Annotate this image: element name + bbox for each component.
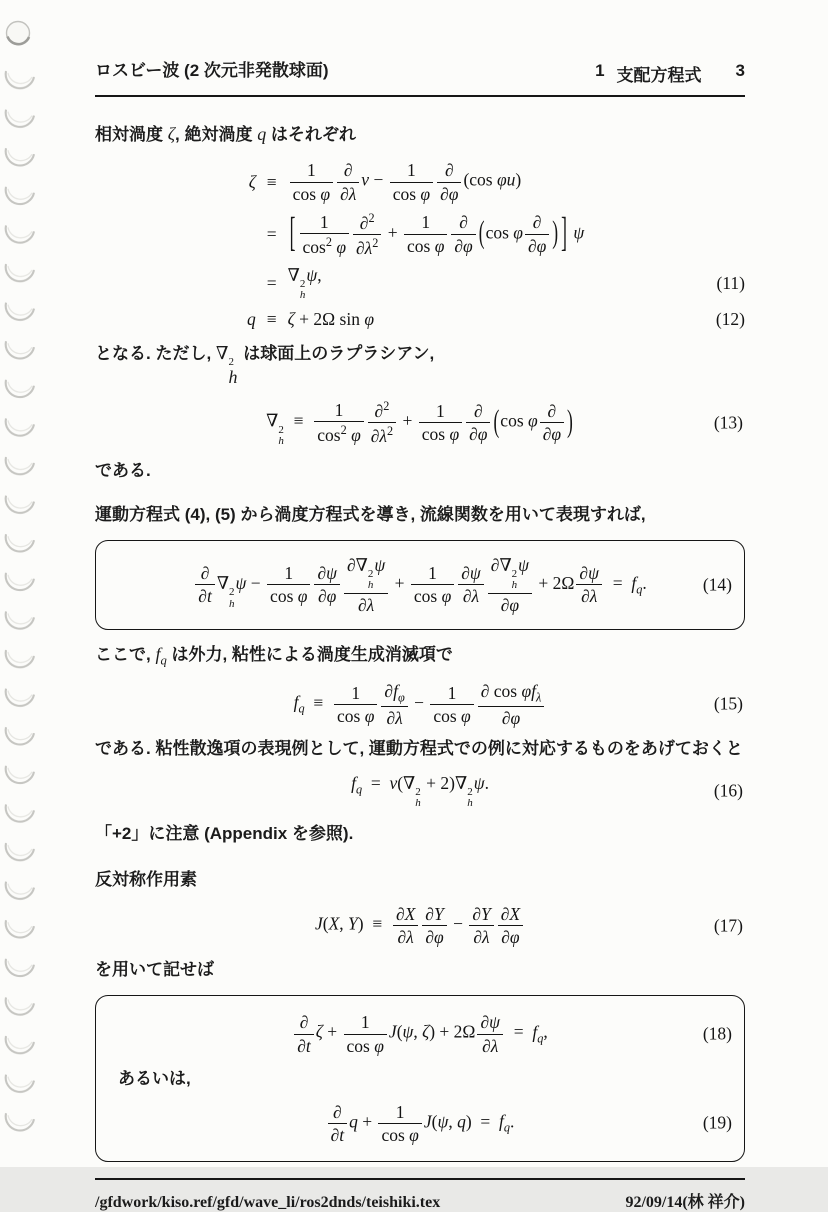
equation-16 [95, 773, 745, 810]
eq11-line3-rel: = [266, 272, 277, 293]
header-section-title: 支配方程式 [616, 66, 702, 85]
vorticity-equation-intro-text: 運動方程式 (4), (5) から渦度方程式を導き, 流線関数を用いて表現すれば, [95, 504, 646, 524]
eq11-line3-rhs: ∇ 2 h ψ, [287, 264, 322, 302]
equation-box-18-19 [95, 995, 745, 1162]
header-right [595, 61, 745, 86]
equation-17-body: J(X, Y) ≡ $\frac{\partial X}{\partial\lambda}$ $\frac{\partial Y}{\partial\varphi}$ − $\frac{\partial Y}{\partial\lambda}$ $\frac{\partial X}{\partial\varphi}$ [95, 904, 745, 947]
footer-file-path: /gfdwork/kiso.ref/gfd/wave_li/ros2dnds/teishiki.tex [95, 1194, 441, 1212]
equation-15-body: $f_q$ ≡ $\frac{1}{\text{cos φ}}$ $\frac{\partial f_\varphi}{\partial\lambda}$ − $\frac{1}{\text{cos φ}}$ ∂ $\cos \varphi f_\lambda$ ∂φ [95, 681, 745, 728]
eq12-rel: ≡ [266, 308, 277, 329]
binder-hole-top [7, 22, 30, 45]
eq12-lhs: q [247, 308, 256, 329]
equation-11-number: (11) [716, 272, 745, 293]
equation-18 [106, 1012, 734, 1055]
equation-16-body: $f_q$ = ν(∇ 2 h + 2)∇ 2 h ψ. [351, 772, 489, 810]
equation-19 [106, 1102, 734, 1145]
equation-14-body: ∂ ∂t ∇ 2 h ψ − $\frac{1}{\text{cos φ}}$ $\frac{\partial\psi}{\partial\varphi}$ ∂∇ 2 h ψ ∂λ + $\frac{1}{\text{cos φ}}$ $\frac{\partial\psi}{\partial\lambda}$ ∂∇ 2 h ψ ∂φ + 2Ω $\frac{\partial\psi}{\partial\lambda}$ = $f_q$. [106, 555, 734, 615]
eq11-line1-rel: ≡ [266, 171, 277, 192]
equation-18-number: (18) [702, 1023, 732, 1044]
viscous-dissipation-text: である. 粘性散逸項の表現例として, 運動方程式での例に対応するものをあげておくと [95, 738, 743, 758]
eq11-line1-rhs: $\frac{1}{\text{cos φ}}$ ∂ ∂λ v − $\frac{1}{\text{cos φ}}$ ∂ ∂φ (cos φu) [288, 160, 522, 203]
eq11-line2-rel: = [266, 223, 277, 244]
using-jacobian-text: を用いて記せば [95, 960, 214, 980]
equation-17-number: (17) [713, 915, 743, 936]
equation-13-body: ∇ 2 h ≡ $\frac{1}{\cos^2 \varphi}$ $\frac{\partial^2}{\partial\lambda^2}$ + $\frac{1}{\text{cos φ}}$ ∂ ∂φ (cos φ ∂ ∂φ ) [266, 399, 573, 448]
aruiwa-text: あるいは, [118, 1068, 191, 1088]
binder-holes [0, 0, 52, 1167]
antisymmetric-operator-text: 反対称作用素 [95, 869, 197, 889]
header-section-number: 1 [595, 61, 605, 80]
eq11-line2-rhs: [ $\frac{1}{\cos^2 \varphi}$ $\frac{\partial^2}{\partial\lambda^2}$ + $\frac{1}{\text{cos φ}}$ ∂ ∂φ (cos φ ∂ ∂φ ) ] ψ [289, 207, 585, 258]
equation-17 [95, 904, 745, 947]
equation-14 [106, 555, 734, 615]
intro-vorticity-text: 相対渦度 ζ, 絶対渦度 q はそれぞれ [95, 124, 356, 144]
equation-box-14 [95, 540, 745, 630]
plus2-note-text: 「+2」に注意 (Appendix を参照). [95, 823, 354, 843]
equation-13 [95, 399, 745, 448]
equation-19-body: ∂ ∂t q + $\frac{1}{\text{cos φ}}$ J(ψ, q) = $f_q$. [106, 1102, 734, 1145]
page-content [95, 56, 745, 1212]
forcing-term-text: ここで, $f_q$ は外力, 粘性による渦度生成消滅項で [95, 644, 453, 668]
equation-15-number: (15) [713, 693, 743, 714]
equation-19-number: (19) [702, 1112, 732, 1133]
page-footer [95, 1178, 745, 1212]
equation-16-number: (16) [713, 780, 743, 801]
header-section [595, 61, 701, 86]
equation-13-number: (13) [713, 412, 743, 433]
header-page-number: 3 [735, 61, 745, 80]
eq12-rhs: ζ + 2Ω sin φ [287, 308, 375, 329]
equation-12-number: (12) [715, 308, 745, 329]
equation-group-11-12 [95, 160, 745, 329]
footer-date-author: 92/09/14(林 祥介) [625, 1194, 745, 1212]
header-title: ロスビー波 (2 次元非発散球面) [95, 61, 329, 80]
dearu-text-1: である. [95, 460, 151, 480]
laplacian-intro-text: となる. ただし, ∇ 2 h は球面上のラプラシアン, [95, 342, 435, 388]
equation-18-body: ∂ ∂t ζ + $\frac{1}{\text{cos φ}}$ J(ψ, ζ) + 2Ω $\frac{\partial\psi}{\partial\lambda}$ = $f_q$, [106, 1012, 734, 1055]
equation-14-number: (14) [702, 574, 732, 595]
equation-15 [95, 681, 745, 728]
eq11-line1-lhs: ζ [248, 171, 256, 192]
page-header [95, 56, 745, 97]
